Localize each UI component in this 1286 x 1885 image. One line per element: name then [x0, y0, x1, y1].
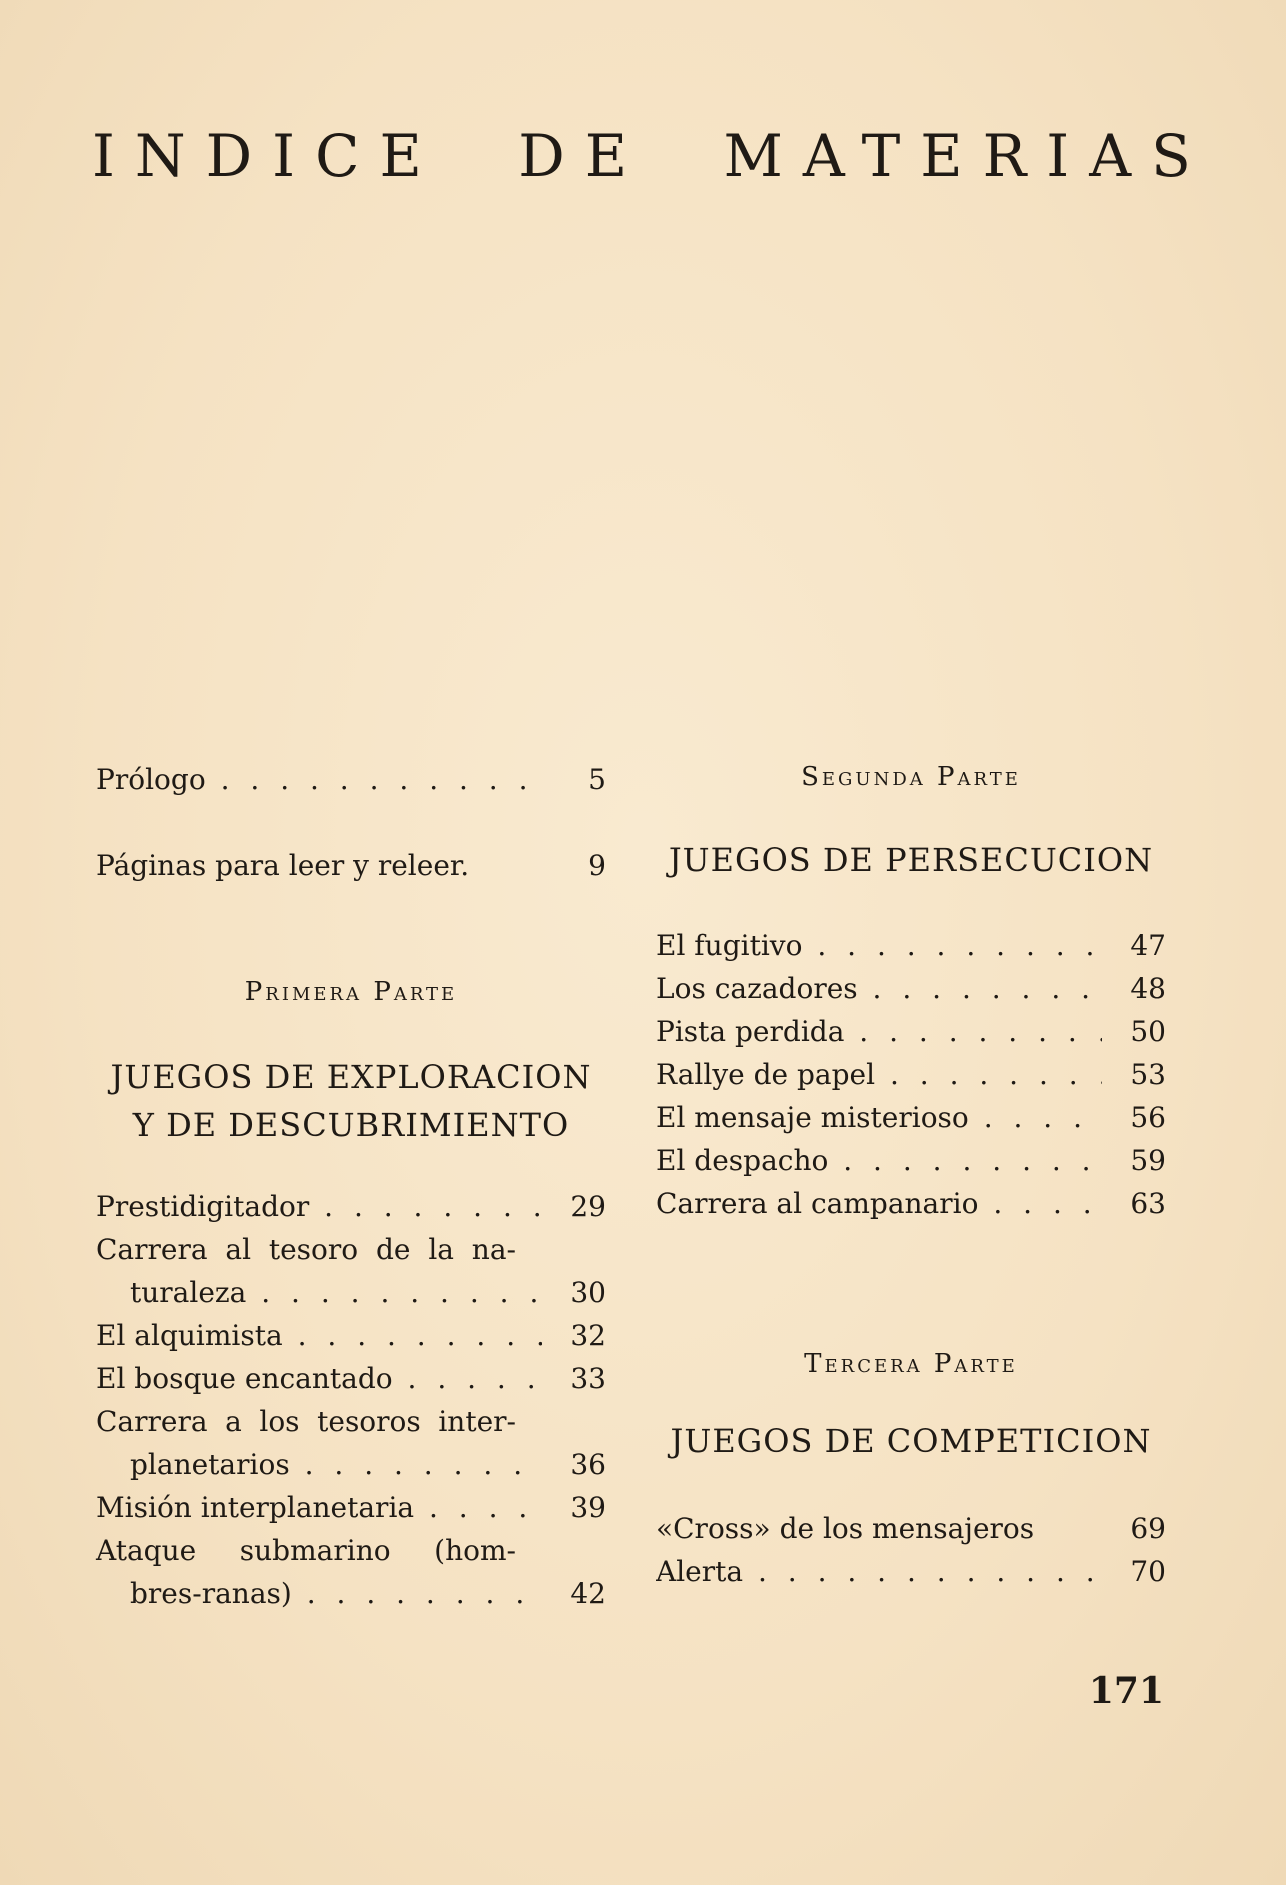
- toc-entry: [656, 1010, 1166, 1053]
- toc-entry: [656, 1053, 1166, 1096]
- toc-entry-page: 59: [1130, 1144, 1166, 1177]
- toc-entry: [96, 758, 606, 801]
- toc-entry-label: Rallye de papel . . .: [656, 1053, 1102, 1096]
- toc-entry: [656, 1139, 1166, 1182]
- section-title: [96, 1053, 606, 1149]
- toc-entry-page: 42: [570, 1577, 606, 1610]
- toc-list: [656, 1507, 1166, 1593]
- toc-entry: [96, 1314, 606, 1357]
- part-label: Tercera Parte: [804, 1349, 1018, 1379]
- toc-entry-label: Carrera a los tesoros inter-: [96, 1405, 516, 1438]
- toc-entry-label: Carrera al campanario . . .: [656, 1182, 1102, 1225]
- toc-entry-label: bres-ranas) . . .: [130, 1572, 542, 1615]
- toc-entry: [96, 1357, 606, 1400]
- toc-entry-page: 29: [570, 1190, 606, 1223]
- toc-entry: [656, 1507, 1166, 1550]
- toc-list: [96, 1185, 606, 1615]
- toc-entry-label: Páginas para leer y releer.: [96, 849, 470, 882]
- toc-entry: [656, 1096, 1166, 1139]
- section-title: JUEGOS DE COMPETICION: [670, 1422, 1152, 1460]
- toc-entry: [96, 844, 606, 887]
- toc-entry-page: 69: [1130, 1512, 1166, 1545]
- toc-entry-page: 36: [570, 1448, 606, 1481]
- toc-entry: [96, 1400, 606, 1486]
- toc-entry-label: El alquimista . . .: [96, 1314, 542, 1357]
- left-column: [96, 758, 606, 1615]
- toc-entry: [656, 924, 1166, 967]
- toc-entry-label: El mensaje misterioso . . .: [656, 1096, 1102, 1139]
- part-label: Segunda Parte: [801, 762, 1021, 792]
- toc-entry-label: planetarios . . .: [130, 1443, 542, 1486]
- toc-list: [656, 924, 1166, 1225]
- toc-entry-page: 53: [1130, 1058, 1166, 1091]
- toc-entry-label: Ataque submarino (hom-: [96, 1534, 516, 1567]
- toc-entry-page: 32: [570, 1319, 606, 1352]
- toc-entry-label: Prólogo . . .: [96, 758, 542, 801]
- toc-entry-label: «Cross» de los mensajeros: [656, 1512, 1035, 1545]
- page-number: 171: [1088, 1670, 1164, 1712]
- toc-entry-label: Misión interplanetaria . . .: [96, 1486, 542, 1529]
- page-title: INDICE DE MATERIAS: [92, 122, 1211, 190]
- toc-entry-page: 5: [588, 763, 606, 796]
- toc-entry-label: Prestidigitador . . .: [96, 1185, 542, 1228]
- toc-entry: [96, 1185, 606, 1228]
- toc-entry-label: Carrera al tesoro de la na-: [96, 1233, 516, 1266]
- section-title-line: JUEGOS DE EXPLORACION: [110, 1058, 592, 1096]
- toc-entry-page: 48: [1130, 972, 1166, 1005]
- toc-entry: [96, 1529, 606, 1615]
- right-column: [656, 758, 1166, 1593]
- toc-entry-label: turaleza . . .: [130, 1271, 542, 1314]
- part-label: Primera Parte: [244, 977, 458, 1007]
- toc-entry-label: Pista perdida . . .: [656, 1010, 1102, 1053]
- section-title-line: Y DE DESCUBRIMIENTO: [132, 1106, 570, 1144]
- toc-entry-page: 70: [1130, 1555, 1166, 1588]
- toc-entry-page: 47: [1130, 929, 1166, 962]
- toc-entry-page: 9: [588, 849, 606, 882]
- toc-entry-page: 63: [1130, 1187, 1166, 1220]
- toc-entry-label: Los cazadores . . .: [656, 967, 1102, 1010]
- section-title: JUEGOS DE PERSECUCION: [668, 841, 1154, 879]
- toc-entry: [96, 1486, 606, 1529]
- toc-entry-page: 39: [570, 1491, 606, 1524]
- toc-entry: [656, 1182, 1166, 1225]
- toc-entry-label: El despacho . . .: [656, 1139, 1102, 1182]
- toc-entry-page: 50: [1130, 1015, 1166, 1048]
- toc-entry: [656, 967, 1166, 1010]
- toc-entry-page: 30: [570, 1276, 606, 1309]
- toc-entry-label: El fugitivo . . .: [656, 924, 1102, 967]
- toc-entry-label: Alerta . . .: [656, 1550, 1102, 1593]
- toc-entry-label: El bosque encantado . . .: [96, 1357, 542, 1400]
- toc-entry: [96, 1228, 606, 1314]
- toc-entry-page: 33: [570, 1362, 606, 1395]
- toc-entry: [656, 1550, 1166, 1593]
- toc-entry-page: 56: [1130, 1101, 1166, 1134]
